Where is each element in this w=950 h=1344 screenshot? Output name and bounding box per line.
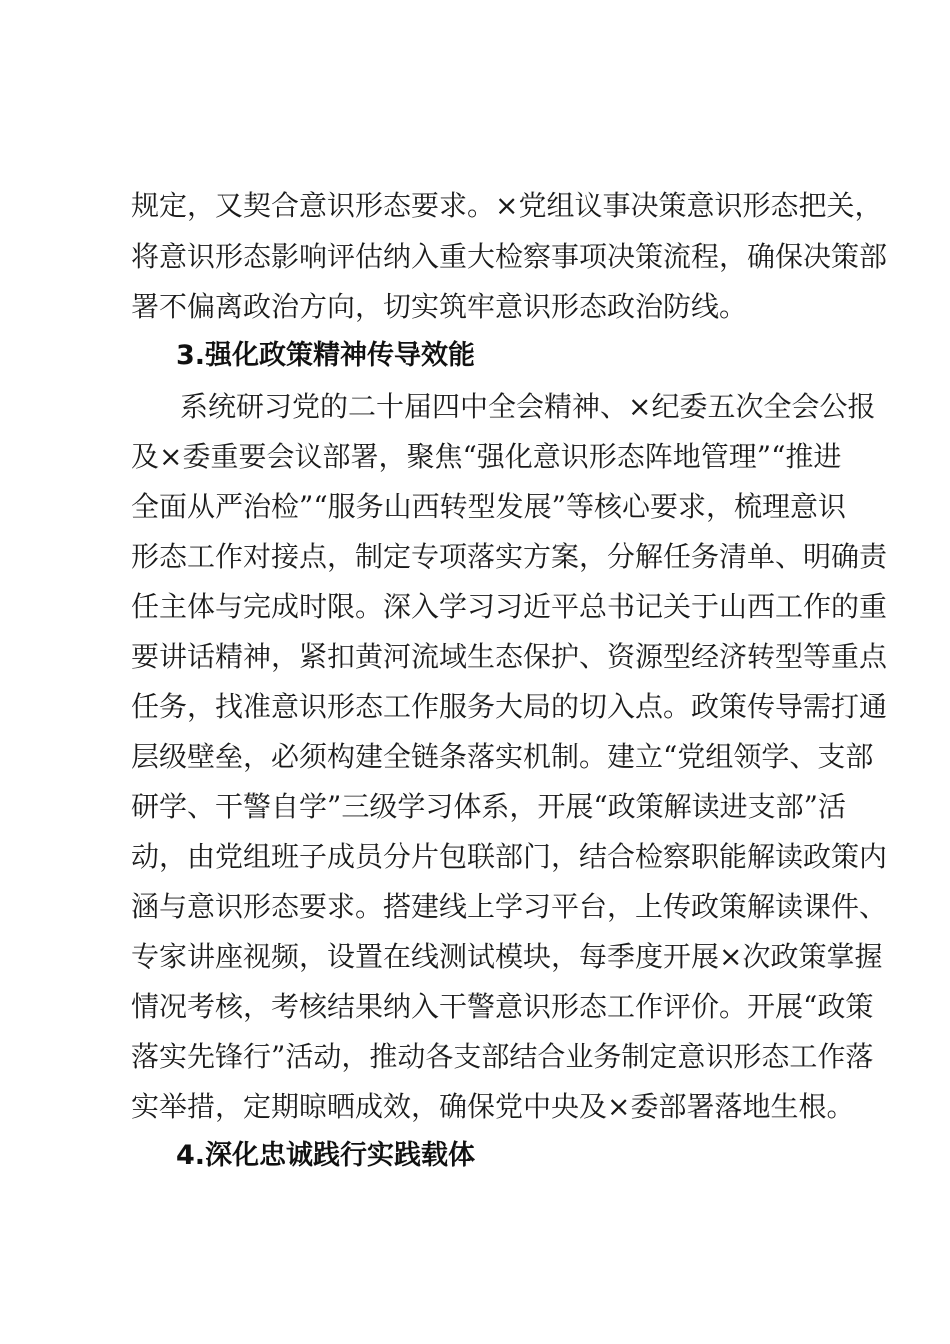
section-heading-4: 4.深化忠诚践行实践载体: [176, 1140, 476, 1171]
body-text-line: 及×委重要会议部署，聚焦“强化意识形态阵地管理”“推进: [131, 440, 842, 473]
body-text-line: 实举措，定期晾晒成效，确保党中央及×委部署落地生根。: [131, 1090, 855, 1123]
body-text-line: 系统研习党的二十届四中全会精神、×纪委五次全会公报: [180, 390, 876, 423]
body-text-line: 任务，找准意识形态工作服务大局的切入点。政策传导需打通: [131, 690, 888, 723]
body-text-line: 情况考核，考核结果纳入干警意识形态工作评价。开展“政策: [131, 990, 874, 1023]
body-text-line: 将意识形态影响评估纳入重大检察事项决策流程，确保决策部: [131, 240, 888, 273]
body-text-line: 形态工作对接点，制定专项落实方案，分解任务清单、明确责: [131, 540, 888, 573]
body-text-line: 研学、干警自学”三级学习体系，开展“政策解读进支部”活: [131, 790, 846, 823]
body-text-line: 专家讲座视频，设置在线测试模块，每季度开展×次政策掌握: [131, 940, 883, 973]
section-heading-3: 3.强化政策精神传导效能: [176, 340, 476, 371]
body-text-line: 要讲话精神，紧扣黄河流域生态保护、资源型经济转型等重点: [131, 640, 888, 673]
body-text-line: 署不偏离政治方向，切实筑牢意识形态政治防线。: [131, 290, 748, 323]
body-text-line: 任主体与完成时限。深入学习习近平总书记关于山西工作的重: [131, 590, 888, 623]
body-text-line: 动，由党组班子成员分片包联部门，结合检察职能解读政策内: [131, 840, 888, 873]
body-text-line: 层级壁垒，必须构建全链条落实机制。建立“党组领学、支部: [131, 740, 874, 773]
body-text-line: 全面从严治检”“服务山西转型发展”等核心要求，梳理意识: [131, 490, 846, 523]
body-text-line: 落实先锋行”活动，推动各支部结合业务制定意识形态工作落: [131, 1040, 874, 1073]
body-text-line: 涵与意识形态要求。搭建线上学习平台，上传政策解读课件、: [131, 890, 888, 923]
body-text-line: 规定，又契合意识形态要求。×党组议事决策意识形态把关，: [131, 189, 883, 222]
